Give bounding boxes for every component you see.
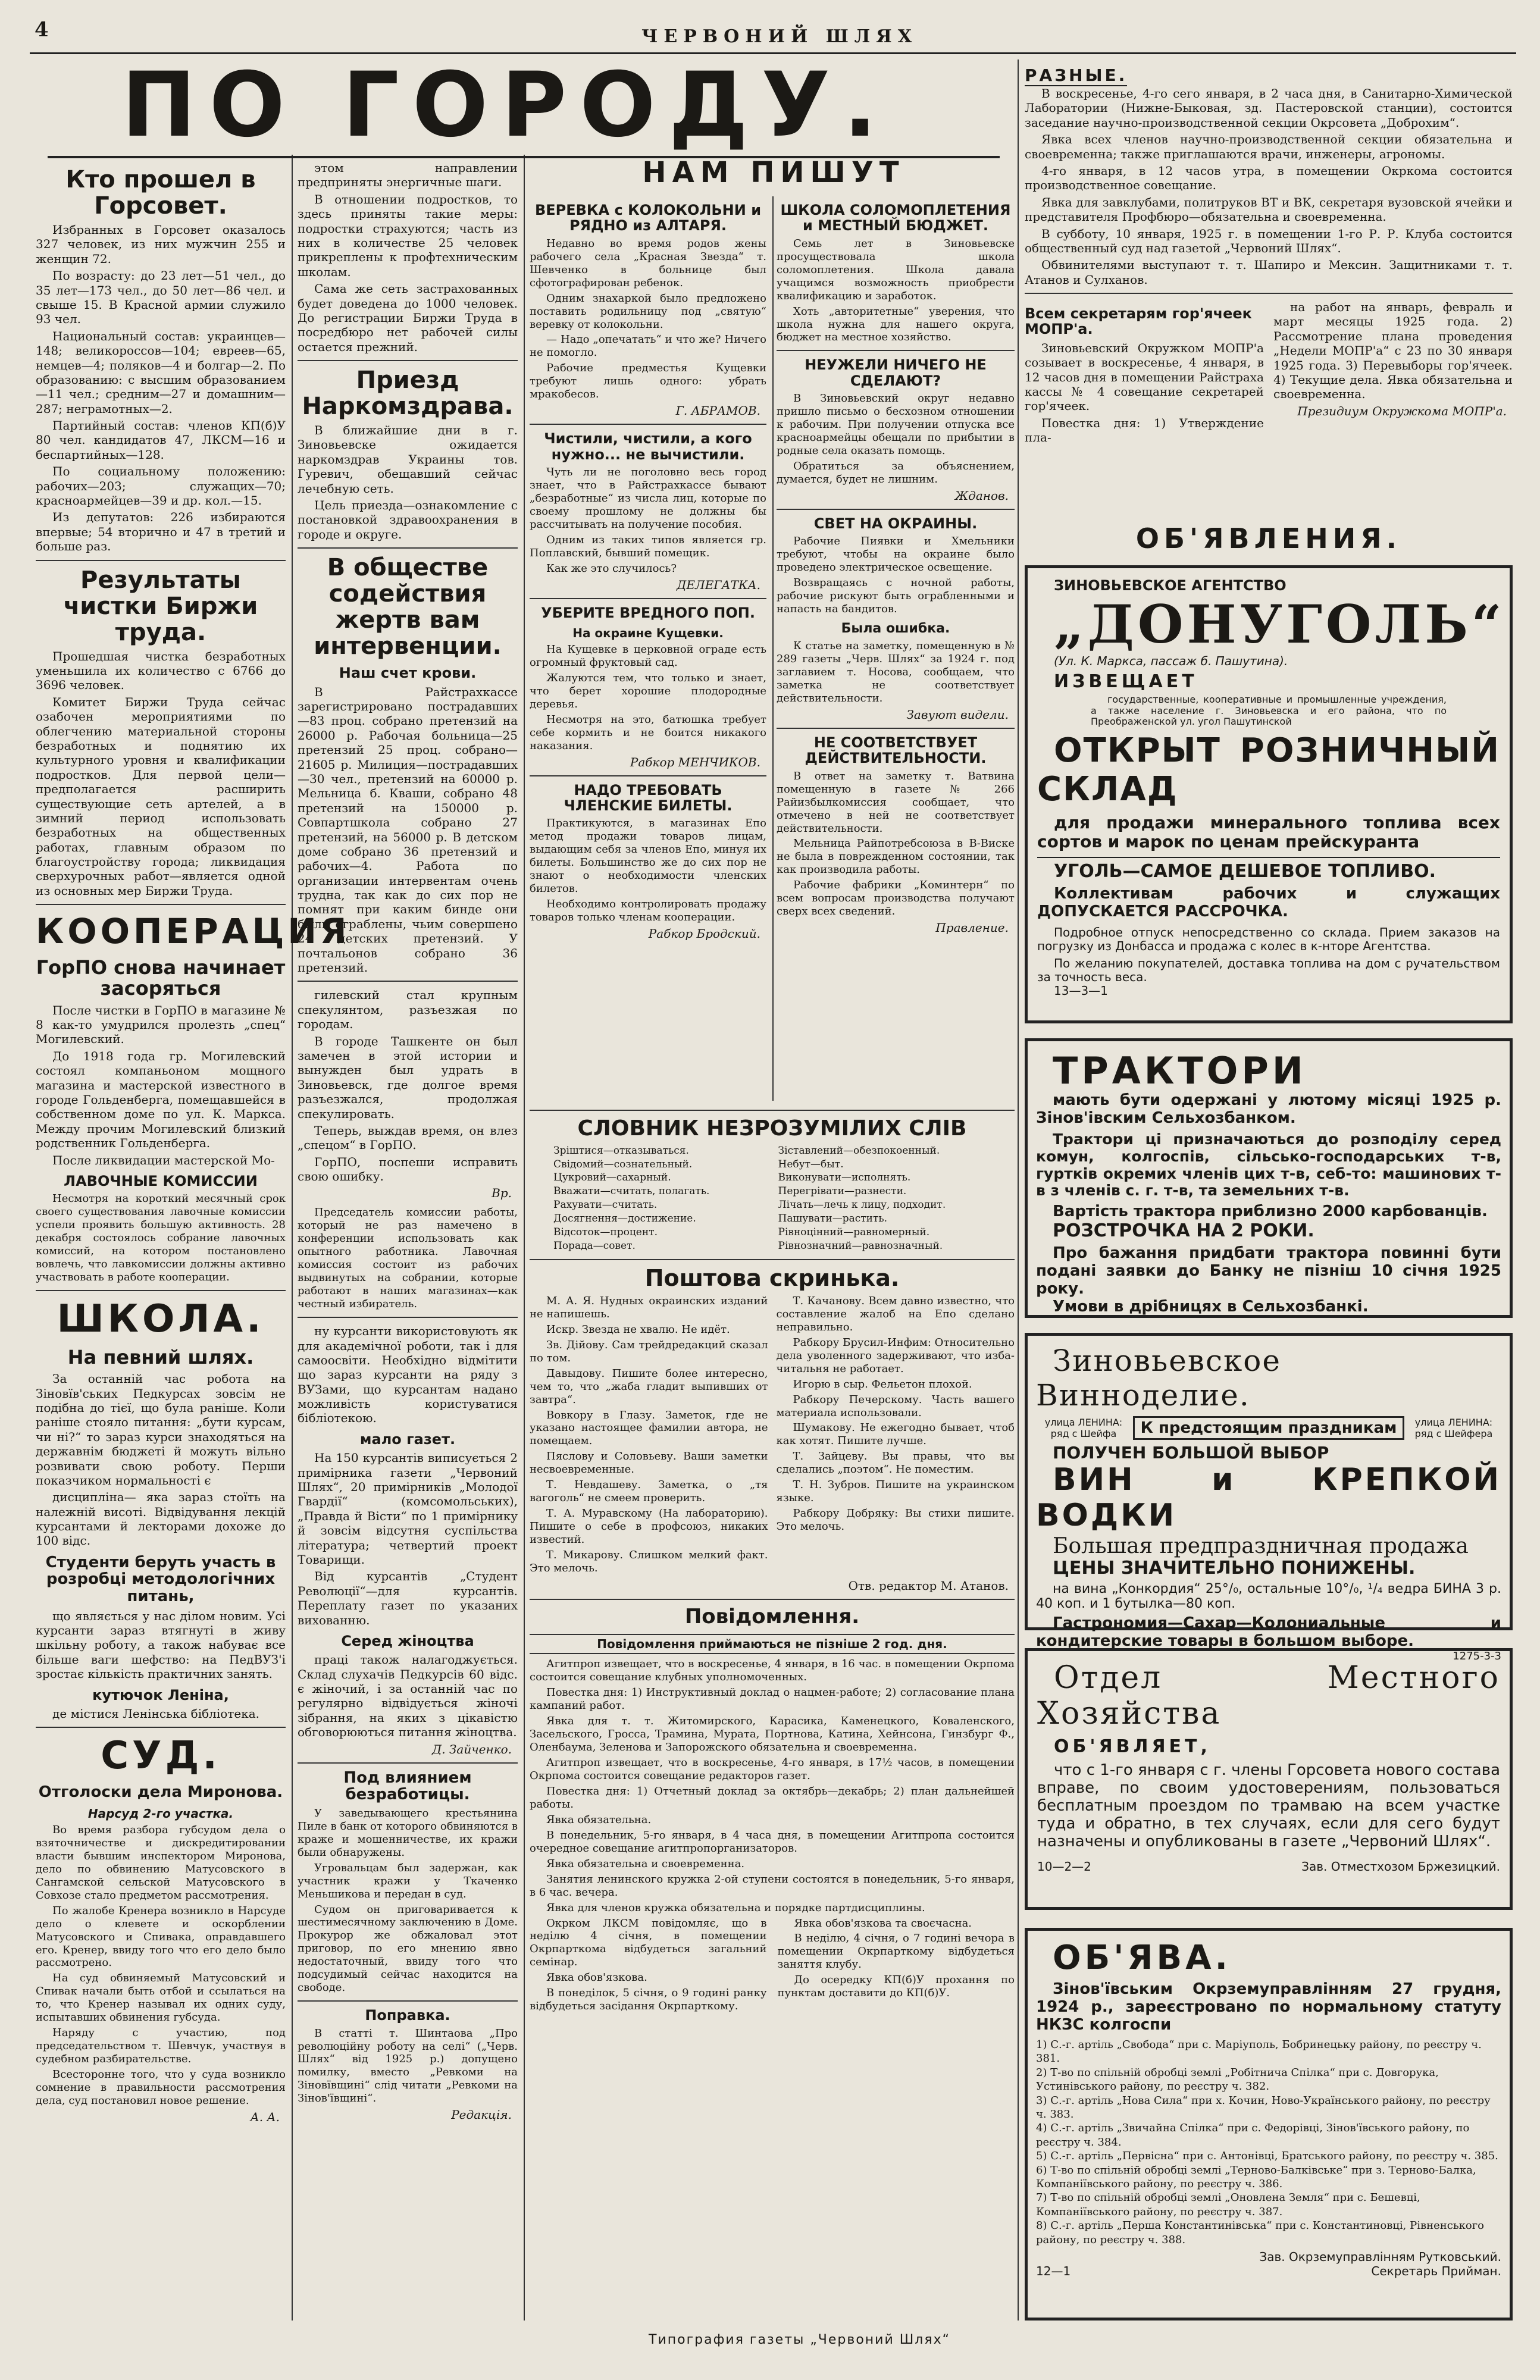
printer-imprint: Типография газеты „Червоний Шлях“ xyxy=(649,2332,950,2347)
article-title: ГорПО снова начинает засоряться xyxy=(36,956,286,1000)
article-paragraph: Мельница Райпотребсоюза в В-Виске не была в поврежденном состоянии, так как производила работы. xyxy=(777,837,1015,876)
ad-line: Гастрономия—Сахар—Колониальные и кондитерские товары в большом выборе. xyxy=(1036,1614,1501,1651)
signature: Вр. xyxy=(492,1186,512,1201)
subheading: Наш счет крови. xyxy=(339,665,477,682)
signature: Рабкор МЕНЧИКОВ. xyxy=(630,754,760,769)
article-paragraph: На Кущевке в церковной ограде есть огромный фруктовый сад. xyxy=(530,643,766,669)
ad-line: ЦЕНЫ ЗНАЧИТЕЛЬНО ПОНИЖЕНЫ. xyxy=(1053,1558,1416,1579)
notice-paragraph: Занятия ленинского кружка 2-ой ступени состоятся в понедельник, 5-го января, в 6 час. вечера. xyxy=(530,1872,1015,1899)
article-paragraph: У заведывающего крестьянина Пиле в банк от которого обвиняются в краже и мошенничестве, их кражи были обнаружены. xyxy=(298,1806,518,1859)
divider xyxy=(530,1110,1015,1111)
article-paragraph: Необходимо контролировать продажу товаров только членам кооперации. xyxy=(530,898,766,924)
divider xyxy=(530,775,766,776)
ad-line: Трактори ці призначаються до розподілу серед комун, колгоспів, сільсько-господарських т-в, гуртків окремих членів цих т-в, себ-то: машинових т-в з членів с. г. т-в, та земельних т-в. xyxy=(1036,1130,1501,1200)
article-paragraph: После ликвидации мастерской Мо- xyxy=(52,1153,275,1167)
article-title: ВЕРЕВКА с КОЛОКОЛЬНИ и РЯДНО из АЛТАРЯ. xyxy=(534,202,762,234)
article-paragraph: По жалобе Кренера возникло в Нарсуде дело о клевете и оскорблении Матусовского и Спивака, оправдавшего его. Кренер, ввиду того что его дело было рассмотрено. xyxy=(36,1904,286,1969)
mailbox-entry: М. А. Я. Нудных окраинских изданий не напишешь. xyxy=(530,1294,768,1320)
ad-line: Вартість трактора приблизно 2000 карбованців. xyxy=(1053,1202,1488,1221)
subheading: мало газет. xyxy=(359,1430,456,1448)
article-title: Отголоски дела Миронова. xyxy=(38,1783,283,1802)
signature: Правление. xyxy=(935,920,1009,935)
article-paragraph: Прошедшая чистка безработных уменьшила их количество с 6766 до 3696 человек. xyxy=(36,649,286,693)
subheading: Нарсуд 2-го участка. xyxy=(87,1806,234,1821)
article-paragraph: дисципліна— яка зараз стоїть на належній висоті. Відвідування лекцій курсантами й лекторами дохоже до 100 відс. xyxy=(36,1490,286,1548)
mailbox-entry: Игорю в сыр. Фельетон плохой. xyxy=(793,1377,972,1391)
article-paragraph: ну курсанти використовують як для академічної роботи, так і для самоосвіти. Необхідно відмітити що зараз курсанти на ряду з ВУЗами, що курсантам надано можливість користуватися бібліотекою. xyxy=(298,1324,518,1426)
masthead: ЧЕРВОНИЙ ШЛЯХ xyxy=(641,26,918,47)
column-3b xyxy=(777,196,1015,1101)
article-title: Чистили, чистили, а кого нужно... не вычистили. xyxy=(544,430,752,463)
subheading: кутючок Леніна, xyxy=(92,1686,229,1703)
article-paragraph: В ближайшие дни в г. Зиновьевске ожидается наркомздрав Украины тов. Гуревич, обещавший сейчас лечебную сеть. xyxy=(298,423,518,496)
mailbox-entry: Рабкору Брусил-Инфим: Относительно дела уволенного задерживают, что изба-читальня не работает. xyxy=(776,1336,1015,1375)
article-paragraph: Рабочие предместья Кущевки требуют лишь одного: убрать мракобесов. xyxy=(530,362,766,401)
ad-line: Про бажання придбати трактора повинні бути подані заявки до Банку не пізніш 10 січня 1925 року. xyxy=(1036,1244,1501,1298)
article-paragraph: Хоть „авторитетные“ уверения, что школа нужна для нашего округа, бюджет на местное хозяйство. xyxy=(777,305,1015,344)
ad-line: ОБ'ЯВЛЯЕТ, xyxy=(1054,1736,1211,1757)
article-paragraph: В ответ на заметку т. Ватвина помещенную в газете № 266 Райизбылкомиссия сообщает, что отмечено в ней не соответствует действительности. xyxy=(777,769,1015,835)
ad-line: К предстоящим праздникам xyxy=(1133,1416,1405,1440)
article-paragraph: Из депутатов: 226 избираются впервые; 54 вторично и 47 в третий и больше раз. xyxy=(36,510,286,554)
ad-line: Большая предпраздничная продажа xyxy=(1053,1533,1469,1558)
mailbox-entry: Давыдову. Пишите более интересно, чем то, что „жаба гладит выпивших от завтра“. xyxy=(530,1367,768,1406)
ad-local-economy xyxy=(1025,1648,1513,1910)
article-paragraph: На суд обвиняемый Матусовский и Спивак начали быть отбой и ссылаться на то, что Кренер называл их одних суду, испытавших обвинения губсуда. xyxy=(36,1972,286,2024)
divider xyxy=(530,1259,1015,1260)
article-paragraph: Избранных в Горсовет оказалось 327 человек, из них мужчин 255 и женщин 72. xyxy=(36,223,286,266)
article-paragraph: В отношении подростков, то здесь приняты такие меры: подростки страхуются; часть из них в количестве 25 человек прикреплены к профтехническим школам. xyxy=(298,192,518,279)
mailbox-entry: Пяслову и Соловьеву. Ваши заметки несвоевременные. xyxy=(530,1450,768,1476)
ad-list-item: 4) С.-г. артіль „Звичайна Спілка“ при с. Федорівці, Зінов'ївського району, по реєстру ч. 384. xyxy=(1036,2122,1470,2149)
ad-line: Умови в дрібницях в Сельхозбанкі. xyxy=(1053,1298,1369,1316)
article-title: Приезд Наркомздрава. xyxy=(302,367,514,421)
subheading: ЛАВОЧНЫЕ КОМИССИИ xyxy=(64,1172,258,1189)
notice-paragraph: Повестка дня: 1) Утверждение пла- xyxy=(1025,415,1264,445)
article-title: НЕУЖЕЛИ НИЧЕГО НЕ СДЕЛАЮТ? xyxy=(805,356,987,389)
mailbox-entry: Т. Микарову. Слишком мелкий факт. Это мелочь. xyxy=(530,1549,768,1574)
divider xyxy=(36,1290,286,1291)
notice-paragraph: Повестка дня: 1) Инструктивный доклад о нацмен-работе; 2) согласование плана кампаний работ. xyxy=(530,1686,1015,1712)
signature: Д. Зайченко. xyxy=(431,1742,512,1756)
ad-line: Коллективам рабочих и служащих ДОПУСКАЕТСЯ РАССРОЧКА. xyxy=(1037,885,1500,920)
mailbox-entry: Т. Качанову. Всем давно известно, что составление жалоб на Епо сделано неправильно. xyxy=(776,1294,1015,1333)
column-3-lower xyxy=(530,1104,1015,2320)
notice-paragraph: 4-го января, в 12 часов утра, в помещении Окркома состоится производственное совещание. xyxy=(1025,163,1513,193)
divider xyxy=(298,1762,518,1764)
mailbox-entry: Шумакову. Не ежегодно бывает, чтоб как хотят. Пишите лучше. xyxy=(776,1421,1015,1448)
ad-winery xyxy=(1025,1333,1513,1663)
glossary-entry: Цукровий—сахарный. xyxy=(553,1172,671,1184)
ad-line: По желанию покупателей, доставка топлива на дом с ручательством за точность веса. xyxy=(1037,956,1500,984)
divider xyxy=(36,904,286,905)
ad-list-item: 8) С.-г. артіль „Перша Константинівська“ при с. Константиновці, Рівненського району, по реєстру ч. 388. xyxy=(1036,2219,1484,2246)
ad-line: Подробное отпуск непосредственно со склада. Прием заказов на погрузку из Донбасса и продажа с колес в к-нторе Агентства. xyxy=(1037,925,1500,953)
ad-line: 12—1 xyxy=(1036,2263,1071,2278)
mailbox-entry: Т. А. Муравскому (На лабораторию). Пишите о себе в профсоюз, никаких известий. xyxy=(530,1507,768,1546)
article-paragraph: Комитет Биржи Труда сейчас озабочен мероприятиями по облегчению материальной стороны безработных и поднятию их культурного уровня и квалификации подростков. Для первой цели—предполагается расширить существующие сеть артелей, а в зимний период использовать безработных на общественных работах, главным образом по благоустройству города; ликвидация сверхурочных работ—является одной из основных мер Биржи Труда. xyxy=(36,694,286,898)
ad-line: 10—2—2 xyxy=(1037,1859,1091,1874)
article-paragraph: Возвращаясь с ночной работы, рабочие рискуют быть ограбленными и напасть на бандитов. xyxy=(777,577,1015,616)
notice-paragraph: Окрком ЛКСМ повідомляє, що в неділю 4 січня, в помещении Окрпарткома відбудеться загальний семінар. xyxy=(530,1916,767,1969)
ad-list-item: 5) С.-г. артіль „Первісна“ при с. Антонівці, Братського району, по реєстру ч. 385. xyxy=(1036,2150,1498,2163)
signature: Жданов. xyxy=(954,488,1009,503)
article-title: Под влиянием безработицы. xyxy=(343,1768,472,1804)
column-divider xyxy=(292,155,293,2320)
section-heading: РАЗНЫЕ. xyxy=(1025,65,1128,85)
ads-heading: ОБ'ЯВЛЕНИЯ. xyxy=(1135,522,1402,555)
mailbox-entry: Зв. Дійову. Сам трейдредакций сказал по том. xyxy=(530,1338,768,1364)
signature: Завуют видели. xyxy=(906,707,1009,722)
signature: Редакція. xyxy=(451,2107,512,2122)
article-paragraph: Партийный состав: членов КП(б)У 80 чел. кандидатов 47, ЛКСМ—16 и беспартийных—128. xyxy=(36,418,286,462)
article-title: СВЕТ НА ОКРАИНЫ. xyxy=(813,515,978,532)
article-paragraph: Несмотря на это, батюшка требует себе кормить и не боится никакого наказания. xyxy=(530,713,766,752)
article-paragraph: гилевский стал крупным спекулянтом, разъезжая по городам. xyxy=(298,988,518,1032)
article-paragraph: ГорПО, поспеши исправить свою ошибку. xyxy=(298,1154,518,1184)
column-3a xyxy=(530,196,766,1101)
ad-list-item: 1) С.-г. артіль „Свобода“ при с. Маріуполь, Бобринецьку району, по реєстру ч. 381. xyxy=(1036,2038,1482,2065)
mailbox-title: Поштова скринька. xyxy=(644,1265,900,1292)
ad-headline: ОТКРЫТ РОЗНИЧНЫЙ СКЛАД xyxy=(1037,731,1500,809)
article-title: ШКОЛА СОЛОМОПЛЕТЕНИЯ и МЕСТНЫЙ БЮДЖЕТ. xyxy=(780,202,1011,234)
ad-line: для продажи минерального топлива всех сортов и марок по ценам прейскуранта xyxy=(1037,813,1500,852)
article-title: Была ошибка. xyxy=(841,621,950,636)
article-paragraph: Несмотря на короткий месячный срок своего существования лавочные комиссии успели проявить большую активность. 28 декабря состоялось собрание лавочных комиссий, на котором постановлено вовлечь, что лавкомиссии должны активно участвовать в работе кооперации. xyxy=(36,1192,286,1284)
ad-list-item: 7) Т-во по спільній обробці землі „Оновлена Земля“ при с. Бешевці, Компаніївського району, по реєстру ч. 387. xyxy=(1036,2191,1420,2218)
article-paragraph: В статті т. Шинтаова „Про революційну роботу на селі“ („Черв. Шлях“ від 1925 р.) допущено помилку, вместо „Ревкоми на Зіновївщині“ слід читати „Ревкоми на Зінов'ївщині“. xyxy=(298,2027,518,2105)
glossary-entry: Зіставлений—обезпокоенный. xyxy=(778,1144,940,1157)
glossary-entry: Відсоток—процент. xyxy=(553,1226,658,1239)
divider xyxy=(530,424,766,425)
subheading: На окраине Кущевки. xyxy=(572,626,724,641)
article-title: УБЕРИТЕ ВРЕДНОГО ПОП. xyxy=(541,604,755,621)
article-paragraph: В Зиновьевский округ недавно пришло письмо о бесхозном отношении к рабочим. При получении отпуска все красноармейцы обещали по прибытии в родные села оказать помощь. xyxy=(777,392,1015,457)
notice-paragraph: Обвинителями выступают т. т. Шапиро и Мексин. Защитниками т. т. Атанов и Сулханов. xyxy=(1025,258,1513,287)
notice-paragraph: Зиновьевский Окружком МОПР'а созывает в воскресенье, 4 января, в 12 часов дня в помещении Райстраха кассы № 4 совещание секретарей гор'ячеек. xyxy=(1025,340,1264,414)
article-paragraph: До 1918 года гр. Могилевский состоял компаньоном мощного магазина и мастерской известного в городе Гольденберга, помещавшейся в собственном доме по ул. К. Маркса. Между прочим Могилевский близкий родственник Гольденберга. xyxy=(36,1048,286,1151)
ad-line: 1275-3-3 xyxy=(1453,1650,1501,1663)
ad-line: улица ЛЕНИНА: ряд с Шейфа xyxy=(1044,1417,1123,1439)
ad-line: что с 1-го января с г. члены Горсовета нового состава вправе, по своим удостоверениям, пользоваться бесплатным проездом по трамваю на всем участке туда и обратно, в тех случаях, если для сего будут назначены и опубликованы в газете „Червоний Шлях“. xyxy=(1037,1761,1500,1850)
notice-paragraph: на работ на январь, февраль и март месяцы 1925 года. 2) Рассмотрение плана проведения „Недели МОПР'а“ с 23 по 30 января 1925 года. 3) Перевыборы гор'ячеек. 4) Текущие дела. Явка обязательна и своевременна. xyxy=(1273,300,1513,402)
notices-title: Повідомлення. xyxy=(684,1604,860,1629)
ad-list-item: 6) Т-во по спільній обробці землі „Терново-Балківське“ при з. Терново-Балка, Компаніївського району, по реєстру ч. 386. xyxy=(1036,2163,1476,2190)
divider xyxy=(530,598,766,599)
section-heading: КООПЕРАЦИЯ xyxy=(36,911,350,952)
article-paragraph: Всесторонне того, что у суда возникло сомнение в правильности рассмотрения дела, суд постановил новое решение. xyxy=(36,2068,286,2107)
article-paragraph: Одним знахаркой было предложено поставить родильницу под „святую“ веревку от колокольни. xyxy=(530,292,766,331)
article-paragraph: що являється у нас ділом новим. Усі курсанти зараз втягнуті в живу шкільну роботу, а також набуває все більше ваги шефство: на ПедВУЗ'і зростає кількість практичних занять. xyxy=(36,1608,286,1681)
ad-headline: „ДОНУГОЛЬ“ xyxy=(1054,593,1505,655)
notice-paragraph: Явка обязательна. xyxy=(546,1813,652,1826)
divider xyxy=(36,1727,286,1728)
article-paragraph: В Райстрахкассе зарегистрировано пострадавших—83 проц. собрано претензий на 26000 р. Рабочая больница—25 претензий 25 проц. собрано—21605 р. Милиция—пострадавших—30 чел., претензий на 60000 р. Мельница б. Кваши, собрано 48 претензий на 150000 р. Совпартшкола собрано 27 претензий, на 56000 р. В детском доме собрано 36 претензий и рабочих—4. Работа по организации интервентам очень трудна, так как до сих пор не помнят при каким бинде они были ограблены, чьим совершено 24 детских претензий. У почтальонов собрано 36 претензий. xyxy=(298,684,518,975)
notice-paragraph: В неділю, 4 січня, о 7 годині вечора в помещении Окрпарткому відбудеться заняття клубу. xyxy=(777,1932,1015,1971)
article-paragraph: К статье на заметку, помещенную в № 289 газеты „Черв. Шлях“ за 1924 г. под заглавием т. Носова, сообщаем, что заметка не соответствует действительности. xyxy=(777,640,1015,704)
ad-headline: ТРАКТОРИ xyxy=(1053,1049,1307,1092)
article-paragraph: де містися Ленінська бібліотека. xyxy=(52,1706,259,1721)
ad-line: на вина „Конкордия“ 25°/₀, остальные 10°/₀, ¹/₄ ведра БИНА 3 р. 40 коп. и 1 бутылка—80 коп. xyxy=(1036,1581,1501,1611)
ad-headline: Отдел Местного Хозяйства xyxy=(1037,1660,1500,1731)
ad-headline: ОБ'ЯВА. xyxy=(1053,1939,1231,1977)
signature: Президиум Окружкома МОПР'а. xyxy=(1297,403,1507,418)
article-paragraph: Сама же сеть застрахованных будет доведена до 1000 человек. До регистрации Биржи Труда в посредбюро нет рабочей силы остается прежний. xyxy=(298,281,518,354)
ad-donugol xyxy=(1025,565,1513,1023)
ad-line: РОЗСТРОЧКА НА 2 РОКИ. xyxy=(1053,1220,1314,1241)
article-paragraph: Рабочие фабрики „Коминтерн“ по всем вопросам производства получают сверх всех сведений. xyxy=(777,879,1015,918)
column-2 xyxy=(298,161,518,2326)
ad-line: (Ул. К. Маркса, пассаж б. Пашутина). xyxy=(1054,653,1288,668)
section-banner: ПО ГОРОДУ. xyxy=(121,54,891,157)
article-title: Поправка. xyxy=(365,2007,450,2024)
notice-paragraph: До осередку КП(б)У прохання по пунктам доставити до КП(б)У. xyxy=(777,1974,1015,2000)
ad-line: 13—3—1 xyxy=(1054,983,1108,998)
section-heading: НАМ ПИШУТ xyxy=(642,156,905,189)
divider xyxy=(777,728,1015,729)
mailbox-entry: Вовкору в Глазу. Заметок, где не указано настоящее фамилии автора, не помещаем. xyxy=(530,1408,768,1448)
divider xyxy=(298,1317,518,1318)
article-paragraph: этом направлении предприняты энергичные шаги. xyxy=(298,161,518,190)
notice-paragraph: Агитпроп извещает, что в воскресенье, 4-го января, в 17½ часов, в помещении Окрпома состоится совещание редакторов газет. xyxy=(530,1756,1015,1782)
notice-paragraph: В воскресенье, 4-го сего января, в 2 часа дня, в Санитарно-Химической Лаборатории (Нижне-Быковая, зд. Пастеровской станции), состоится заседание научно-производственной секции Окрсовета „Доброхим“. xyxy=(1025,86,1513,130)
article-paragraph: По возрасту: до 23 лет—51 чел., до 35 лет—173 чел., до 50 лет—86 чел. и свыше 15. В Красной армии служило 93 чел. xyxy=(36,268,286,327)
article-paragraph: Обратиться за объяснением, думается, будет не лишним. xyxy=(777,459,1015,486)
article-paragraph: Национальный состав: украинцев—148; великороссов—104; евреев—65, немцев—4; поляков—4 и болгар—2. По образованию: с высшим образованием—11 чел.; средним—27 и домашним—287; неграмотных—2. xyxy=(36,328,286,416)
notice-paragraph: Явка обов'язкова. xyxy=(546,1971,647,1984)
divider xyxy=(298,981,518,982)
article-paragraph: Во время разбора губсудом дела о взяточничестве и дискредитировании власти бывшим инспектором Миронова, дело по обвинению Матусовского в Сангамской сельской Матусовского в Совхозе стало предметом рассмотрения. xyxy=(36,1823,286,1902)
article-paragraph: Недавно во время родов жены рабочего села „Красная Звезда“ т. Шевченко в больнице был сфотографирован ребенок. xyxy=(530,237,766,289)
signature: ДЕЛЕГАТКА. xyxy=(677,577,760,592)
glossary-entry: Порада—совет. xyxy=(553,1240,636,1252)
signature: Г. АБРАМОВ. xyxy=(675,403,760,418)
article-title: НЕ СООТВЕТСТВУЕТ ДЕЙСТВИТЕЛЬНОСТИ. xyxy=(805,734,987,767)
column-divider xyxy=(1018,60,1019,2320)
divider xyxy=(777,509,1015,510)
article-paragraph: Цель приезда—ознакомление с постановкой здравоохранения в городе и округе. xyxy=(298,498,518,541)
ad-line: Зав. Отместхозом Бржезицкий. xyxy=(1301,1859,1500,1874)
mailbox-entry: Т. Зайцеву. Вы правы, что вы сделались „поэтом“. Не поместим. xyxy=(776,1450,1015,1476)
ad-headline: Зиновьевское Винноделие. xyxy=(1036,1344,1281,1413)
subheading: Серед жіноцтва xyxy=(341,1632,474,1649)
article-paragraph: Від курсантів „Студент Революції“—для курсантів. Переплату газет по указаних вихованню. xyxy=(298,1569,518,1627)
mailbox-entry: Искр. Звезда не хвалю. Не идёт. xyxy=(546,1323,730,1336)
article-paragraph: — Надо „опечатать“ и что же? Ничего не помогло. xyxy=(530,333,766,359)
article-paragraph: В городе Ташкенте он был замечен в этой истории и вынужден был удрать в Зиновьевск, где долгое время разъезжался, продолжая спекулировать. xyxy=(298,1034,518,1121)
article-title: Всем секретарям гор'ячеек МОПР'а. xyxy=(1025,305,1252,338)
glossary-entry: Перегрівати—разнести. xyxy=(778,1185,907,1198)
divider xyxy=(298,547,518,549)
divider xyxy=(1025,293,1513,294)
article-paragraph: Угровальцам был задержан, как участник кражи у Ткаченко Меньшикова и передан в суд. xyxy=(298,1861,518,1900)
column-1 xyxy=(36,161,350,2326)
article-paragraph: По социальному положению: рабочих—203; служащих—70; красноармейцев—39 и др. кол.—15. xyxy=(36,464,286,508)
divider xyxy=(530,1599,1015,1600)
article-paragraph: Теперь, выждав время, он влез „спецом“ в ГорПО. xyxy=(298,1123,518,1153)
ad-line: мають бути одержані у лютому місяці 1925 р. Зінов'івским Сельхозбанком. xyxy=(1036,1091,1501,1128)
subheading: Студенти беруть участь в розробці методологічних питань, xyxy=(45,1553,276,1606)
ad-list-item: 2) Т-во по спільній обробці землі „Робітнича Спілка“ при с. Довгорука, Устинівського району, по реєстру ч. 382. xyxy=(1036,2066,1439,2093)
divider xyxy=(298,2000,518,2002)
signature: Рабкор Бродский. xyxy=(648,926,760,941)
notice-paragraph: Явка для завклубами, политруков ВТ и ВК, секретаря вузовской ячейки и представителя Профбюро—обязательна и своевременна. xyxy=(1025,195,1513,224)
divider xyxy=(36,560,286,561)
divider xyxy=(298,360,518,361)
page-number: 4 xyxy=(35,18,49,42)
notice-paragraph: В субботу, 10 января, 1925 г. в помещении 1-го Р. Р. Клуба состоится общественный суд над газетой „Червоний Шлях“. xyxy=(1025,226,1513,255)
section-heading: ШКОЛА. xyxy=(57,1297,265,1341)
notice-paragraph: Явка всех членов научно-производственной секции обязательна и своевременна; также приглашаются врачи, инженеры, агрономы. xyxy=(1025,132,1513,161)
ad-line: ПОЛУЧЕН БОЛЬШОЙ ВЫБОР xyxy=(1053,1443,1329,1463)
notice-paragraph: Повестка дня: 1) Отчетный доклад за октябрь—декабрь; 2) план дальнейшей работы. xyxy=(530,1784,1015,1811)
article-paragraph: Одним из таких типов является гр. Поплавский, бывший помещик. xyxy=(530,533,766,559)
column-divider xyxy=(524,155,525,2320)
editor-signature: Отв. редактор М. Атанов. xyxy=(848,1578,1009,1593)
notices-subtitle: Повідомлення приймаються не пізніше 2 год. дня. xyxy=(530,1634,1015,1654)
glossary-entry: Рахувати—считать. xyxy=(553,1199,658,1211)
ad-line: улица ЛЕНИНА: ряд с Шейфера xyxy=(1414,1417,1493,1439)
article-paragraph: На 150 курсантів виписується 2 примірника газети „Червоний Шлях“, 20 примірників „Молодої Гвардії“ (комсомольських), „Правда й Вісти“ по 1 примірнику й зовсім відсутня суспільства література; четвертий проект Товарищи. xyxy=(298,1451,518,1567)
notice-paragraph: В понеділок, 5 січня, о 9 годині ранку відбудеться засідання Окрпарткому. xyxy=(530,1987,767,2013)
mailbox xyxy=(530,1295,1015,1577)
glossary-entry: Лічать—лечь к лицу, подходит. xyxy=(778,1199,946,1211)
glossary-entry: Рівноцінний—равномерный. xyxy=(778,1226,930,1239)
signature: А. А. xyxy=(250,2109,280,2124)
section-heading: СУД. xyxy=(101,1734,221,1778)
article-paragraph: Наряду с участию, под председательством т. Шевчук, участвуя в судебном разбирательстве. xyxy=(36,2027,286,2066)
article-paragraph: Жалуются тем, что только и знает, что берет хорошие плодородные деревья. xyxy=(530,671,766,710)
notice-paragraph: Агитпроп извещает, что в воскресенье, 4 января, в 16 час. в помещении Окрпома состоится совещание клубных уполномоченных. xyxy=(530,1658,1015,1684)
glossary-entry: Виконувати—исполнять. xyxy=(778,1172,911,1184)
ad-tractors xyxy=(1025,1038,1513,1318)
article-paragraph: Практикуются, в магазинах Епо метод продажи товаров лицам, выдающим себя за членов Епо, минуя их билеты. Большинство же до сих пор не знают о необходимости членских билетов. xyxy=(530,817,766,895)
ad-line: Зінов'ївським Окрземуправлінням 27 грудня, 1924 р., зареєстровано по нормальному статуту НКЗС колгоспи xyxy=(1036,1980,1501,2034)
mailbox-entry: Рабкору Печерскому. Часть вашего материала использовали. xyxy=(776,1393,1015,1419)
column-divider xyxy=(772,196,774,1101)
article-title: НАДО ТРЕБОВАТЬ ЧЛЕНСКИЕ БИЛЕТЫ. xyxy=(564,781,733,815)
ad-line: ЗИНОВЬЕВСКОЕ АГЕНТСТВО xyxy=(1054,577,1287,594)
article-paragraph: Семь лет в Зиновьевске просуществовала школа соломоплетения. Школа давала учащимся возможность приобрести квалификацию и заработок. xyxy=(777,237,1015,302)
notice-paragraph: Явка для членов кружка обязательна и порядке партдисциплины. xyxy=(546,1901,925,1914)
ad-line: УГОЛЬ—САМОЕ ДЕШЕВОЕ ТОПЛИВО. xyxy=(1037,857,1500,882)
article-paragraph: За останній час робота на Зіновїв'ських Педкурсах зовсім не подібна до тієї, що була раніше. Коли раніше стояло питання: „бути курсам, чи ні?“ то зараз курси знаходяться на державнім бюджеті й можуть вільно розвивати свою роботу. Перши показчиком нормальності є xyxy=(36,1371,286,1488)
divider xyxy=(777,350,1015,351)
glossary-entry: Рівнозначний—равнозначный. xyxy=(778,1240,943,1252)
mailbox-entry: Рабкору Добряку: Вы стихи пишите. Это мелочь. xyxy=(776,1507,1015,1533)
glossary xyxy=(553,1144,991,1254)
glossary-entry: Зріштися—отказываться. xyxy=(553,1144,689,1157)
article-paragraph: После чистки в ГорПО в магазине № 8 как-то умудрился пролезть „спец“ Могилевский. xyxy=(36,1003,286,1047)
article-paragraph: Рабочие Пиявки и Хмельники требуют, чтобы на окраине было проведено электрическое освещение. xyxy=(777,535,1015,574)
ad-line: Зав. Окрземуправлінням Рутковський. xyxy=(1259,2249,1501,2264)
glossary-entry: Вважати—считать, полагать. xyxy=(553,1185,710,1198)
ad-line: Секретарь Прийман. xyxy=(1371,2263,1501,2278)
ad-line: ИЗВЕЩАЕТ xyxy=(1054,671,1198,692)
ad-headline: ВИН и КРЕПКОЙ ВОДКИ xyxy=(1036,1462,1501,1533)
glossary-entry: Небут—быт. xyxy=(778,1158,844,1170)
notice-paragraph: Явка обов'язкова та своєчасна. xyxy=(794,1916,972,1930)
ad-list-item: 3) С.-г. артіль „Нова Сила“ при х. Кочин, Ново-Українського району, по реєстру ч. 383. xyxy=(1036,2094,1491,2121)
column-4 xyxy=(1025,65,1513,530)
article-title: В обществе содействия жертв вам интервенции. xyxy=(314,554,502,660)
article-paragraph: праці також налагоджується. Склад слухачів Педкурсів 60 відс. є жіночий, і за останній час по регулярно відвідується жіночі зібрання, на яких з цікавістю обговорюються питання жіноцтва. xyxy=(298,1652,518,1740)
glossary-entry: Свідомий—сознательный. xyxy=(553,1158,693,1170)
ad-land-office xyxy=(1025,1928,1513,2320)
ad-line: государственные, кооперативные и промышленные учреждения, а также население г. Зиновьевска и его района, что по Преображенской ул. угол Пашутинской xyxy=(1091,694,1447,728)
article-paragraph: Чуть ли не поголовно весь город знает, что в Райстрахкассе бывают „безработные“ из числа лиц, которые по своему прошлому не должны бы рассчитывать на получение пособия. xyxy=(530,466,766,531)
glossary-entry: Пашувати—растить. xyxy=(778,1213,888,1225)
article-paragraph: Как же это случилось? xyxy=(546,562,677,575)
glossary-title: СЛОВНИК НЕЗРОЗУМІЛИХ СЛІВ xyxy=(577,1116,967,1141)
glossary-entry: Досягнення—достижение. xyxy=(553,1213,696,1225)
notice-paragraph: В понедельник, 5-го января, в 4 часа дня, в помещении Агитпропа состоится очередное совещание агитпропорганизаторов. xyxy=(530,1828,1015,1855)
mailbox-entry: Т. Н. Зубров. Пишите на украинском языке. xyxy=(776,1479,1015,1505)
mailbox-entry: Т. Невдашеву. Заметка, о „тя вагоголь“ не смеем проверить. xyxy=(530,1479,768,1505)
article-title: Кто прошел в Горсовет. xyxy=(65,166,256,220)
article-title: Результаты чистки Биржи труда. xyxy=(63,566,258,646)
notice-paragraph: Явка обязательна и своевременна. xyxy=(546,1857,745,1870)
article-paragraph: Председатель комиссии работы, который не раз намечено в конференции использовать как опытного работника. Лавочная комиссия состоит из рабочих выдвинутых на собрании, которые работают в наших магазинах—как честный избиратель. xyxy=(298,1206,518,1311)
notice-paragraph: Явка для т. т. Житомирского, Карасика, Каменецкого, Коваленского, Засельского, Гросса, Трамина, Мурата, Портнова, Катина, Хейнсона, Гинзбург Ф., Оленбаума, Зеленова и Запорожского обязательна и своевременна. xyxy=(530,1715,1015,1754)
article-title: На певний шлях. xyxy=(67,1345,254,1368)
article-paragraph: Судом он приговаривается к шестимесячному заключению в Доме. Прокурор же обжаловал этот приговор, по его мнению явно недостаточный, ввиду того что подсудимый сейчас находится на свободе. xyxy=(298,1903,518,1994)
